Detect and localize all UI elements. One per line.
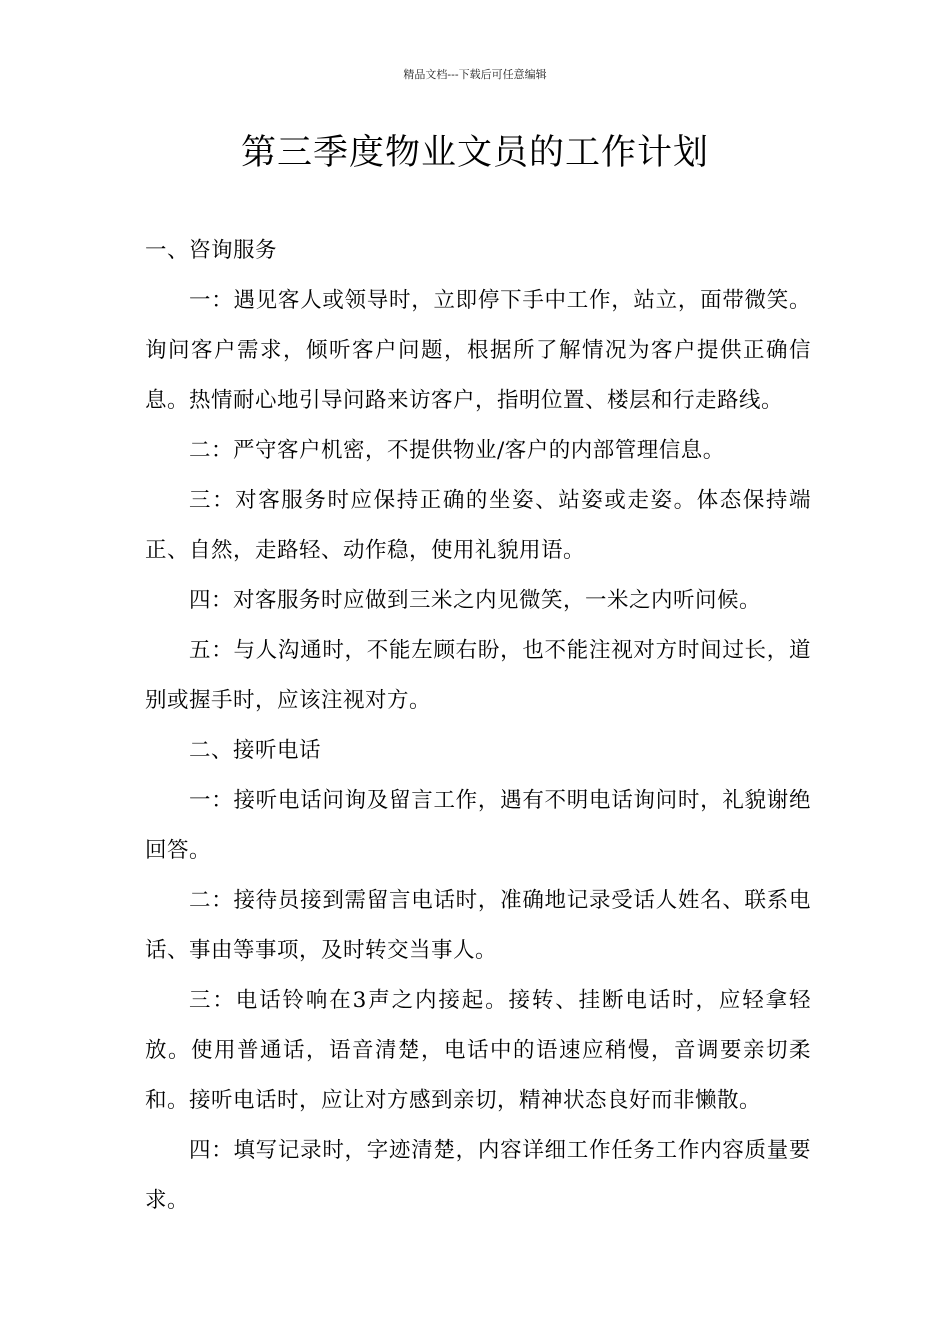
paragraph: 二：严守客户机密，不提供物业/客户的内部管理信息。 xyxy=(189,438,725,463)
paragraph: 四：对客服务时应做到三米之内见微笑，一米之内听问候。 xyxy=(189,588,762,613)
section-heading-phone: 二、接听电话 xyxy=(189,738,322,763)
paragraph: 一：接听电话问询及留言工作，遇有不明电话询问时，礼貌谢绝回答。 xyxy=(145,788,811,863)
paragraph: 五：与人沟通时，不能左顾右盼，也不能注视对方时间过长，道别或握手时，应该注视对方。 xyxy=(145,638,811,713)
paragraph: 三：电话铃响在3声之内接起。接转、挂断电话时，应轻拿轻放。使用普通话，语音清楚，电话中的语速应稍慢，音调要亲切柔和。接听电话时，应让对方感到亲切，精神状态良好而非懒散。 xyxy=(145,988,811,1113)
page-header-note: 精品文档---下载后可任意编辑 xyxy=(403,68,547,81)
paragraph: 一：遇见客人或领导时，立即停下手中工作，站立，面带微笑。询问客户需求，倾听客户问题，根据所了解情况为客户提供正确信息。热情耐心地引导问路来访客户，指明位置、楼层和行走路线。 xyxy=(145,288,811,413)
document-body xyxy=(145,226,811,1226)
document-title: 第三季度物业文员的工作计划 xyxy=(240,133,709,173)
paragraph: 二：接待员接到需留言电话时，准确地记录受话人姓名、联系电话、事由等事项，及时转交当事人。 xyxy=(145,888,811,963)
section-heading-consulting: 一、咨询服务 xyxy=(145,238,278,263)
paragraph: 三：对客服务时应保持正确的坐姿、站姿或走姿。体态保持端正、自然，走路轻、动作稳，使用礼貌用语。 xyxy=(145,488,811,563)
paragraph: 四：填写记录时，字迹清楚，内容详细工作任务工作内容质量要求。 xyxy=(145,1138,811,1213)
